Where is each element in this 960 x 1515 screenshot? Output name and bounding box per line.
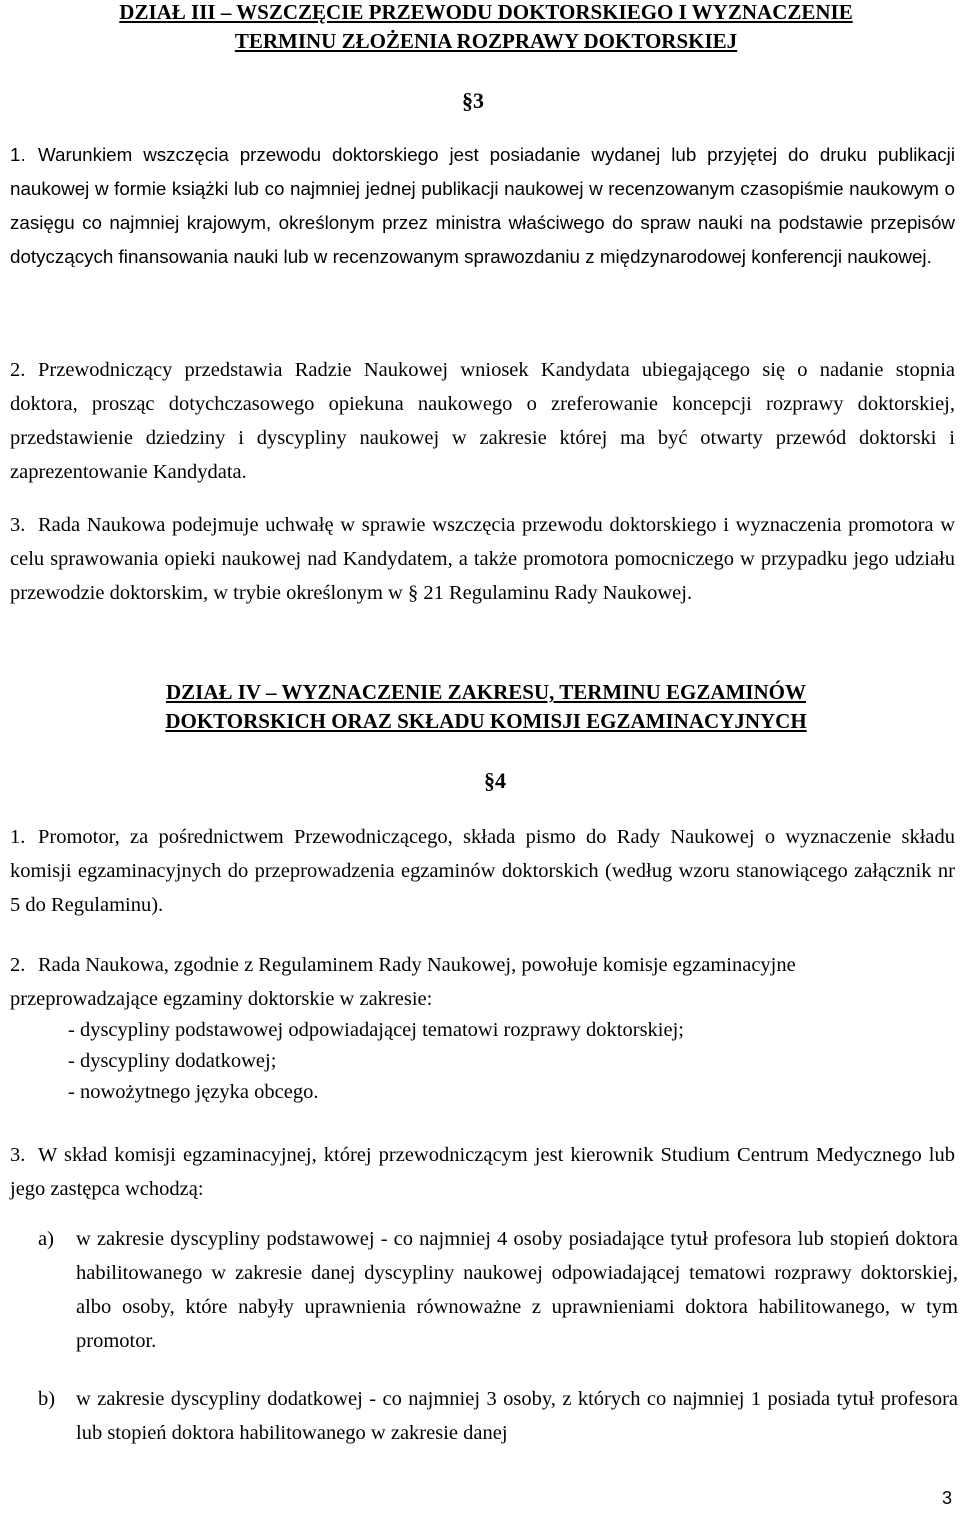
point-text: Warunkiem wszczęcia przewodu doktorskiego jest posiadanie wydanej lub przyjętej do druku publikacji naukowej w formie książki lub co najmniej jednej publikacji naukowej w recenzowanym czasopiśmie naukowym o zasięgu co najmniej krajowym, określonym przez ministra właściwego do spraw nauki na podstawie przepisów dotyczących finansowania nauki lub w recenzowanym sprawozdaniu z międzynarodowej konferencji naukowej. [10, 144, 955, 267]
section-3-point-2 [10, 353, 955, 489]
point-number: 1. [10, 144, 26, 165]
point-number: 1. [10, 826, 26, 848]
point-text: Przewodniczący przedstawia Radzie Naukowej wniosek Kandydata ubiegającego się o nadanie stopnia doktora, prosząc dotychczasowego opiekuna naukowego o zreferowanie koncepcji rozprawy doktorskiej, przedstawienie dziedziny i dyscypliny naukowej w zakresie której ma być otwarty przewód doktorski i zaprezentowanie Kandydata. [10, 359, 955, 483]
list-item: - dyscypliny podstawowej odpowiadającej tematowi rozprawy doktorskiej; [68, 1019, 684, 1041]
point-number: 2. [10, 954, 26, 976]
point-number: 2. [10, 359, 26, 381]
section-4-point-1 [10, 820, 955, 922]
committee-item-b [38, 1382, 958, 1450]
committee-item-a [38, 1222, 958, 1358]
section-3-point-1 [10, 138, 955, 274]
section-3-heading [36, 0, 936, 56]
point-text: Rada Naukowa podejmuje uchwałę w sprawie wszczęcia przewodu doktorskiego i wyznaczenia promotora w celu sprawowania opieki naukowej nad Kandydatem, a także promotora pomocniczego w przypadku jego udziału przewodzie doktorskim, w trybie określonym w § 21 Regulaminu Rady Naukowej. [10, 514, 955, 604]
section-4-heading-line-1: DZIAŁ IV – WYZNACZENIE ZAKRESU, TERMINU EGZAMINÓW [165, 680, 807, 704]
section-mark-3: §3 [462, 88, 484, 113]
point-text: Rada Naukowa, zgodnie z Regulaminem Rady Naukowej, powołuje komisje egzaminacyjne przeprowadzające egzaminy doktorskie w zakresie: [10, 954, 796, 1010]
section-3-heading-line-2: TERMINU ZŁOŻENIA ROZPRAWY DOKTORSKIEJ [234, 29, 738, 53]
section-3-heading-line-1: DZIAŁ III – WSZCZĘCIE PRZEWODU DOKTORSKIEGO I WYZNACZENIE [119, 0, 853, 24]
point-text: Promotor, za pośrednictwem Przewodniczącego, składa pismo do Rady Naukowej o wyznaczenie składu komisji egzaminacyjnych do przeprowadzenia egzaminów doktorskich (według wzoru stanowiącego załącznik nr 5 do Regulaminu). [10, 826, 955, 916]
list-item: - dyscypliny dodatkowej; [68, 1050, 277, 1072]
section-4-point-3 [10, 1138, 955, 1206]
section-4-point-2 [10, 948, 810, 1016]
item-text: w zakresie dyscypliny dodatkowej - co najmniej 3 osoby, z których co najmniej 1 posiada tytuł profesora lub stopień doktora habilitowanego w zakresie danej [76, 1388, 958, 1444]
point-number: 3. [10, 514, 26, 536]
section-4-heading [36, 678, 936, 736]
exam-discipline-list [68, 1015, 948, 1108]
page-number: 3 [941, 1488, 952, 1508]
item-label: a) [38, 1228, 54, 1250]
section-3-point-3 [10, 508, 955, 610]
point-text: W skład komisji egzaminacyjnej, której przewodniczącym jest kierownik Studium Centrum Medycznego lub jego zastępca wchodzą: [10, 1144, 955, 1200]
section-4-heading-line-2: DOKTORSKICH ORAZ SKŁADU KOMISJI EGZAMINACYJNYCH [165, 709, 807, 733]
point-number: 3. [10, 1144, 26, 1166]
list-item: - nowożytnego języka obcego. [68, 1081, 319, 1103]
item-label: b) [38, 1388, 56, 1410]
section-mark-4: §4 [484, 768, 506, 793]
item-text: w zakresie dyscypliny podstawowej - co najmniej 4 osoby posiadające tytuł profesora lub stopień doktora habilitowanego w zakresie danej dyscypliny naukowej odpowiadającej tematowi rozprawy doktorskiej, albo osoby, które nabyły uprawnienia równoważne z uprawnieniami doktora habilitowanego, w tym promotor. [76, 1228, 958, 1352]
